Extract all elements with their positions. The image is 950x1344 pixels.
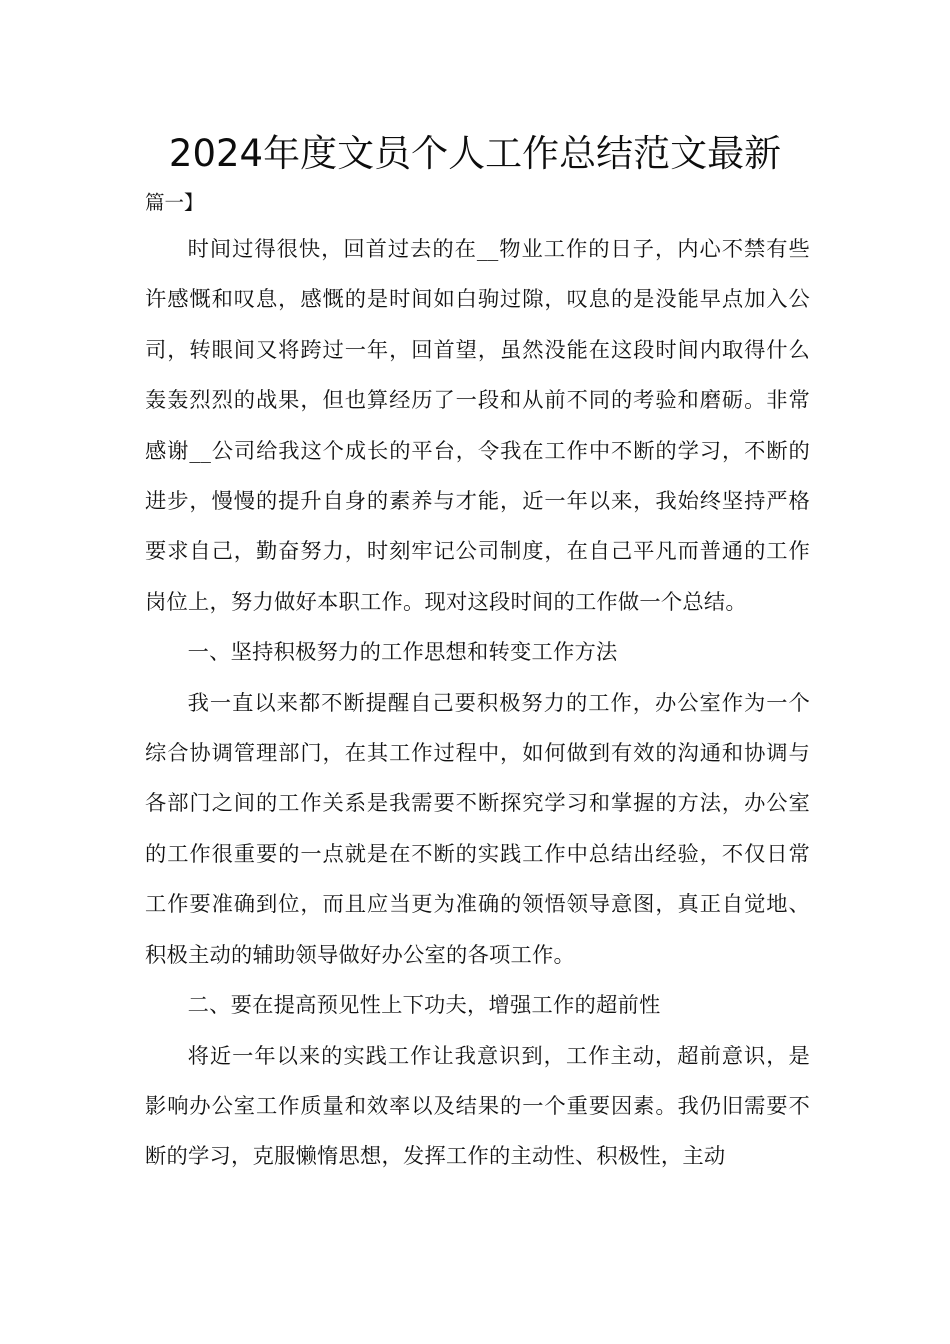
- document-body: [145, 225, 810, 1183]
- paragraph-one: 我一直以来都不断提醒自己要积极努力的工作，办公室作为一个综合协调管理部门，在其工作过程中，如何做到有效的沟通和协调与各部门之间的工作关系是我需要不断探究学习和掌握的方法，办公室的工作很重要的一点就是在不断的实践工作中总结出经验，不仅日常工作要准确到位，而且应当更为准确的领悟领导意图，真正自觉地、积极主动的辅助领导做好办公室的各项工作。: [145, 690, 810, 968]
- paragraph-intro: 时间过得很快，回首过去的在__物业工作的日子，内心不禁有些许感慨和叹息，感慨的是时间如白驹过隙，叹息的是没能早点加入公司，转眼间又将跨过一年，回首望，虽然没能在这段时间内取得什么轰轰烈烈的战果，但也算经历了一段和从前不同的考验和磨砺。非常感谢__公司给我这个成长的平台，令我在工作中不断的学习，不断的进步，慢慢的提升自身的素养与才能，近一年以来，我始终坚持严格要求自己，勤奋努力，时刻牢记公司制度，在自己平凡而普通的工作岗位上，努力做好本职工作。现对这段时间的工作做一个总结。: [145, 237, 810, 615]
- section-label: 篇一】: [145, 191, 204, 214]
- heading-two: 二、要在提高预见性上下功夫，增强工作的超前性: [187, 993, 661, 1019]
- document-title: 2024年度文员个人工作总结范文最新: [168, 132, 782, 175]
- paragraph-two: 将近一年以来的实践工作让我意识到，工作主动，超前意识，是影响办公室工作质量和效率以及结果的一个重要因素。我仍旧需要不断的学习，克服懒惰思想，发挥工作的主动性、积极性，主动: [145, 1043, 810, 1170]
- heading-one: 一、坚持积极努力的工作思想和转变工作方法: [187, 640, 618, 666]
